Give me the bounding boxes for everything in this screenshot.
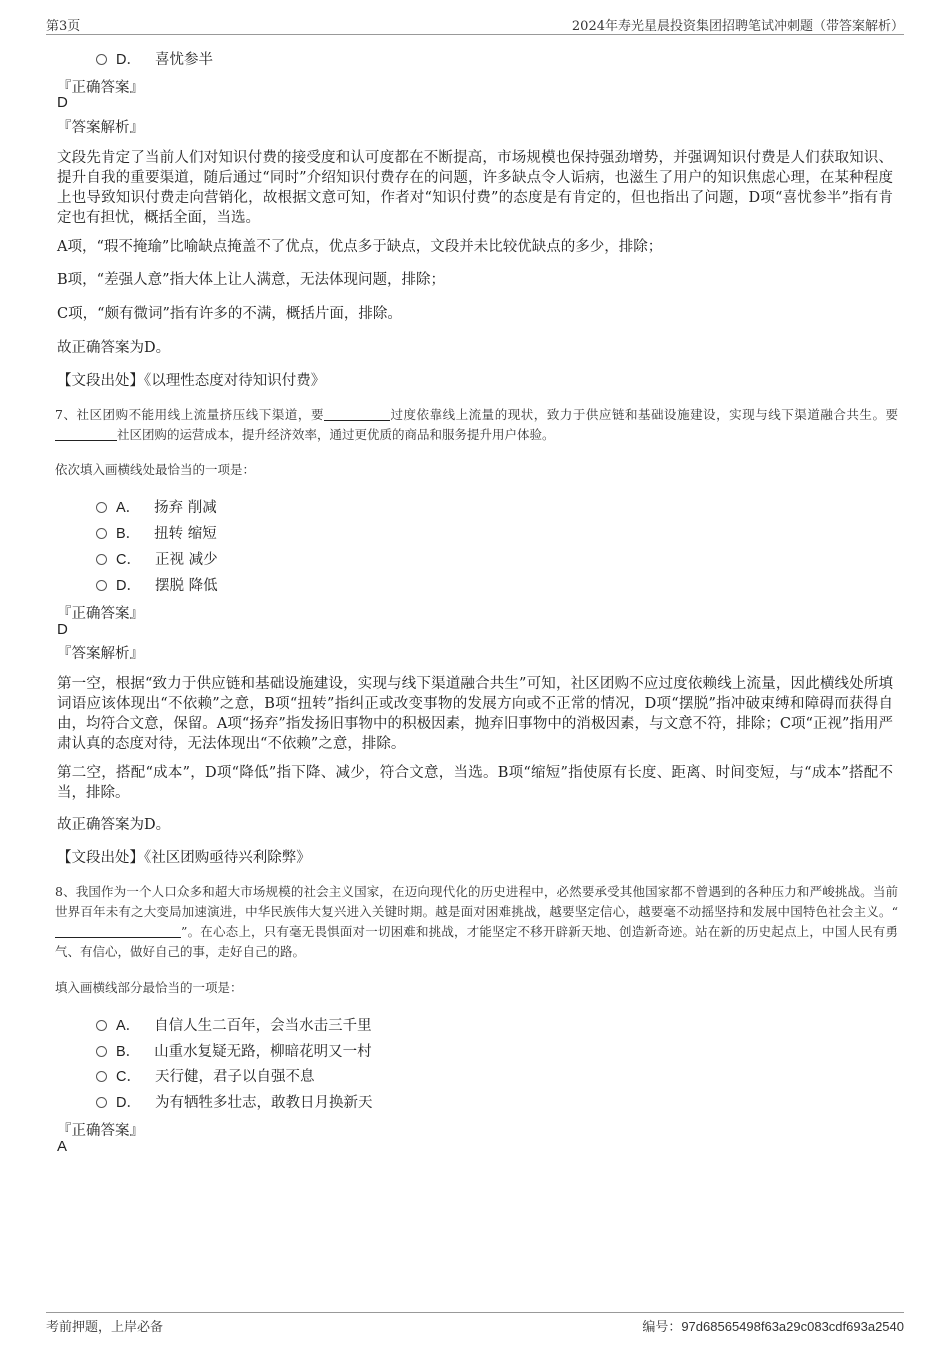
radio-icon[interactable] — [96, 580, 107, 591]
analysis-paragraph: 故正确答案为D。 — [57, 340, 171, 356]
option-c[interactable]: C． 天行健，君子以自强不息 — [96, 1065, 314, 1086]
answer-value: D — [57, 621, 68, 638]
option-c[interactable]: C． 正视 减少 — [96, 548, 218, 569]
radio-icon[interactable] — [96, 1046, 107, 1057]
analysis-paragraph: 第二空，搭配“成本”，D项“降低”指下降、减少，符合文意，当选。B项“缩短”指使原有长度、距离、时间变短，与“成本”搭配不当，排除。 — [57, 765, 893, 801]
page-footer — [46, 1312, 904, 1335]
option-d[interactable]: D． 为有牺牲多壮志，敢教日月换新天 — [96, 1091, 372, 1112]
footer-slogan: 考前押题，上岸必备 — [46, 1320, 164, 1335]
analysis-label: 『答案解析』 — [57, 120, 144, 136]
analysis-paragraph: 第一空，根据“致力于供应链和基础设施建设，实现与线下渠道融合共生”可知，社区团购不应过度依赖线上流量，因此横线处所填词语应该体现出“不依赖”之意，B项“扭转”指纠正或改变事物的发展方向或不正常的情况，D项“摆脱”指冲破束缚和障碍而获得自由，均符合文意，保留。A项“扬弃”指发扬旧事物中的积极因素，抛弃旧事物中的消极因素，与文意不符，排除；C项“正视”指用严肃认真的态度对待，无法体现出“不依赖”之意，排除。 — [57, 676, 893, 752]
answer-label: 『正确答案』 — [57, 1123, 144, 1139]
source-citation: 【文段出处】《以理性态度对待知识付费》 — [57, 373, 326, 389]
page-header — [46, 14, 904, 35]
option-b[interactable]: B． 山重水复疑无路，柳暗花明又一村 — [96, 1040, 372, 1061]
fill-blank — [55, 924, 181, 938]
answer-value: D — [57, 94, 68, 111]
analysis-paragraph: A项，“瑕不掩瑜”比喻缺点掩盖不了优点，优点多于缺点，文段并未比较优缺点的多少，排除； — [57, 239, 663, 255]
answer-value: A — [57, 1138, 68, 1155]
fill-blank — [324, 407, 390, 421]
question-7-text: 7、社区团购不能用线上流量挤压线下渠道，要 过度依靠线上流量的现状，致力于供应链和基础设施建设，实现与线下渠道融合共生。要社区团购的运营成本，提升经济效率，通过更优质的商品和服务提升用户体验。 — [55, 407, 898, 442]
question-8-text: 8、我国作为一个人口众多和超大市场规模的社会主义国家，在迈向现代化的历史进程中，必然要承受其他国家都不曾遇到的各种压力和严峻挑战。当前世界百年未有之大变局加速演进，中华民族伟大复兴进入关键时期。越是面对困难挑战，越要坚定信心，越要毫不动摇坚持和发展中国特色社会主义。“”。在心态上，只有毫无畏惧面对一切困难和挑战，才能坚定不移开辟新天地、创造新奇迹。站在新的历史起点上，中国人民有勇气、有信心，做好自己的事，走好自己的路。 — [55, 884, 898, 959]
question-8-prompt: 填入画横线部分最恰当的一项是： — [55, 980, 243, 995]
analysis-paragraph: 故正确答案为D。 — [57, 817, 171, 833]
radio-icon[interactable] — [96, 1071, 107, 1082]
option-b[interactable]: B． 扭转 缩短 — [96, 522, 217, 543]
radio-icon[interactable] — [96, 1020, 107, 1031]
document-title: 2024年寿光星晨投资集团招聘笔试冲刺题（带答案解析） — [571, 19, 904, 34]
option-a[interactable]: A． 自信人生二百年，会当水击三千里 — [96, 1014, 372, 1035]
option-d[interactable]: D． 摆脱 降低 — [96, 574, 218, 595]
page-number: 第3页 — [46, 19, 81, 34]
analysis-paragraph: 文段先肯定了当前人们对知识付费的接受度和认可度都在不断提高，市场规模也保持强劲增势，并强调知识付费是人们获取知识、提升自我的重要渠道，随后通过“同时”介绍知识付费存在的问题，许多缺点令人诟病，也滋生了用户的知识焦虑心理，在某种程度上也导致知识付费走向营销化，故根据文意可知，作者对“知识付费”的态度是有肯定的，但也指出了问题，D项“喜忧参半”指有肯定也有担忧，概括全面，当选。 — [57, 150, 893, 226]
analysis-paragraph: C项，“颇有微词”指有许多的不满，概括片面，排除。 — [57, 306, 402, 322]
radio-icon[interactable] — [96, 528, 107, 539]
answer-label: 『正确答案』 — [57, 606, 144, 622]
source-citation: 【文段出处】《社区团购亟待兴利除弊》 — [57, 850, 311, 866]
radio-icon[interactable] — [96, 54, 107, 65]
analysis-paragraph: B项，“差强人意”指大体上让人满意，无法体现问题，排除； — [57, 272, 445, 288]
analysis-label: 『答案解析』 — [57, 646, 144, 662]
option-a[interactable]: A． 扬弃 削减 — [96, 496, 217, 517]
radio-icon[interactable] — [96, 554, 107, 565]
radio-icon[interactable] — [96, 502, 107, 513]
fill-blank — [55, 427, 117, 441]
option-d[interactable]: D． 喜忧参半 — [96, 48, 213, 69]
radio-icon[interactable] — [96, 1097, 107, 1108]
answer-label: 『正确答案』 — [57, 80, 144, 96]
document-code: 编号：97d68565498f63a29c083cdf693a2540 — [642, 1319, 904, 1334]
question-7-prompt: 依次填入画横线处最恰当的一项是： — [55, 462, 256, 477]
